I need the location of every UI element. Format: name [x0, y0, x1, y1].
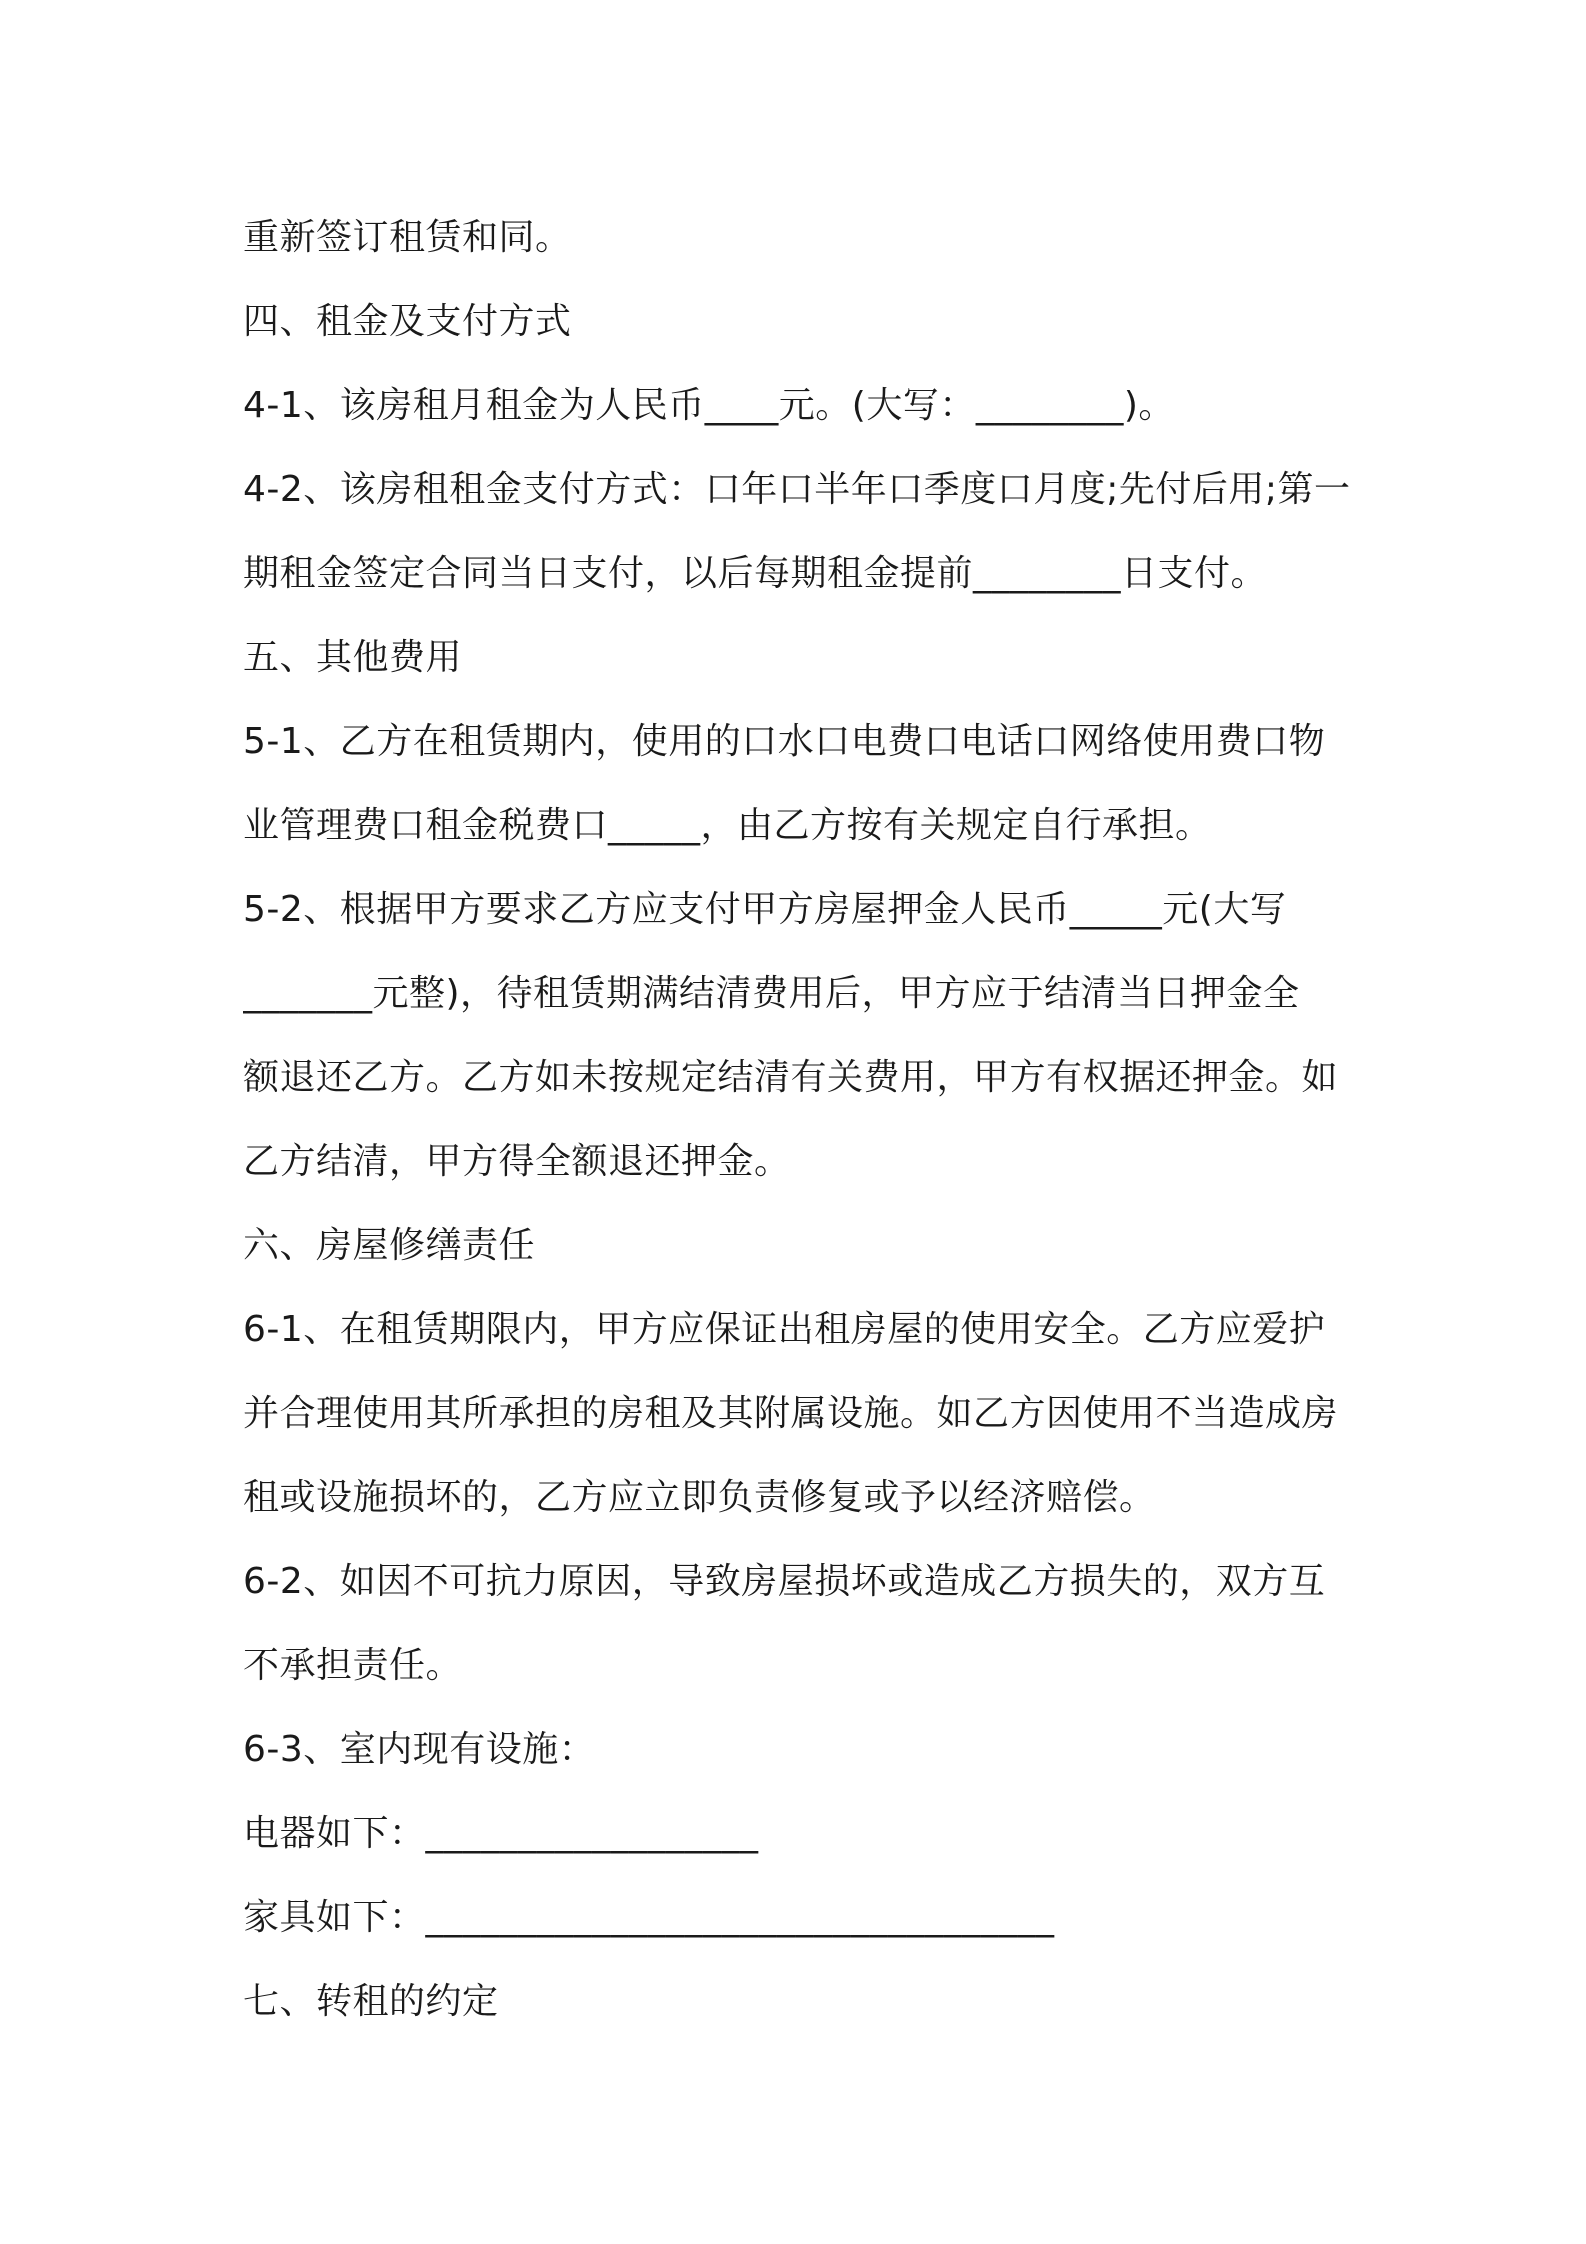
section-heading-sublease: 七、转租的约定: [243, 1981, 499, 2022]
appliances-line: 电器如下：__________________: [243, 1813, 759, 1854]
furniture-line: 家具如下：__________________________________: [243, 1897, 1055, 1938]
text-line: 并合理使用其所承担的房租及其附属设施。如乙方因使用不当造成房: [243, 1393, 1339, 1434]
text-line: _______元整)，待租赁期满结清费用后，甲方应于结清当日押金全: [243, 973, 1300, 1014]
section-heading-other-fees: 五、其他费用: [243, 637, 463, 678]
section-heading-rent-payment: 四、租金及支付方式: [243, 301, 572, 342]
clause-5-2: 5-2、根据甲方要求乙方应支付甲方房屋押金人民币_____元(大写: [243, 889, 1287, 930]
text-line: 不承担责任。: [243, 1645, 463, 1686]
text-line: 额退还乙方。乙方如未按规定结清有关费用，甲方有权据还押金。如: [243, 1057, 1339, 1098]
clause-6-3: 6-3、室内现有设施：: [243, 1729, 596, 1770]
text-line: 期租金签定合同当日支付，以后每期租金提前________日支付。: [243, 553, 1268, 594]
section-heading-repair: 六、房屋修缮责任: [243, 1225, 536, 1266]
text-line: 租或设施损坏的，乙方应立即负责修复或予以经济赔偿。: [243, 1477, 1156, 1518]
clause-6-1: 6-1、在租赁期限内，甲方应保证出租房屋的使用安全。乙方应爱护: [243, 1309, 1326, 1350]
clause-5-1: 5-1、乙方在租赁期内，使用的口水口电费口电话口网络使用费口物: [243, 721, 1326, 762]
clause-6-2: 6-2、如因不可抗力原因，导致房屋损坏或造成乙方损失的，双方互: [243, 1561, 1326, 1602]
clause-4-2: 4-2、该房租租金支付方式：口年口半年口季度口月度;先付后用;第一: [243, 469, 1351, 510]
text-line: 业管理费口租金税费口_____，由乙方按有关规定自行承担。: [243, 805, 1212, 846]
clause-4-1: 4-1、该房租月租金为人民币____元。(大写：________)。: [243, 385, 1175, 426]
text-line: 乙方结清，甲方得全额退还押金。: [243, 1141, 791, 1182]
document-body: [243, 196, 1358, 2044]
text-line: 重新签订租赁和同。: [243, 217, 572, 258]
